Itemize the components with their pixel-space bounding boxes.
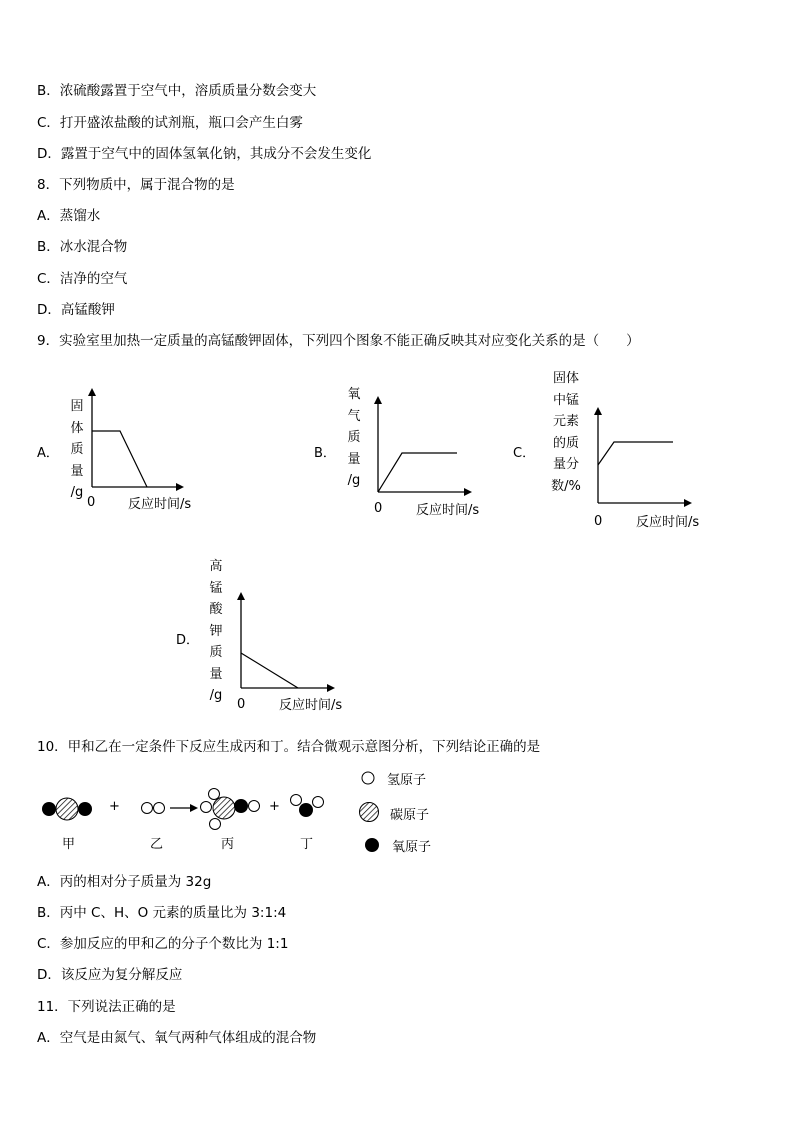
graph-b-xlabel: 反应时间/s <box>416 503 480 518</box>
legend-carbon-icon <box>360 803 379 822</box>
label-ding: 丁 <box>300 837 314 852</box>
legend-hydrogen-icon <box>362 772 374 784</box>
question-8-option-d: D．高锰酸钾 <box>37 302 115 318</box>
question-10: 10．甲和乙在一定条件下反应生成丙和丁。结合微观示意图分析，下列结论正确的是 <box>37 739 541 755</box>
graph-d-origin: 0 <box>237 697 246 712</box>
graph-d-ylabel: 高 锰 酸 钾 质 量 /g <box>209 559 223 703</box>
graph-b-origin: 0 <box>374 501 383 516</box>
question-8: 8．下列物质中，属于混合物的是 <box>37 177 235 193</box>
graph-c-origin: 0 <box>594 514 603 529</box>
question-10-option-d: D．该反应为复分解反应 <box>37 967 183 983</box>
graph-a-label: A． <box>37 446 59 461</box>
graph-c-ylabel: 固体 中锰 元素 的质 量分 数/% <box>551 371 581 494</box>
plus-sign-2: + <box>269 799 280 814</box>
legend-oxygen-icon <box>365 838 379 852</box>
question-10-option-b: B．丙中 C、H、O 元素的质量比为 3:1:4 <box>37 905 287 921</box>
legend-carbon-label: 碳原子 <box>390 808 430 823</box>
molecule-ding <box>291 795 324 818</box>
question-9: 9．实验室里加热一定质量的高锰酸钾固体，下列四个图象不能正确反映其对应变化关系的是（ ） <box>37 333 640 349</box>
label-jia: 甲 <box>62 837 76 852</box>
option-d-line: D．露置于空气中的固体氢氧化钠，其成分不会发生变化 <box>37 146 372 162</box>
option-c-line: C．打开盛浓盐酸的试剂瓶，瓶口会产生白雾 <box>37 115 303 131</box>
question-11-option-a: A．空气是由氮气、氧气两种气体组成的混合物 <box>37 1030 317 1046</box>
graph-c-label: C． <box>513 446 536 461</box>
molecule-bing <box>201 789 260 830</box>
molecule-yi <box>142 803 165 814</box>
question-8-option-c: C．洁净的空气 <box>37 271 128 287</box>
legend-hydrogen-label: 氢原子 <box>387 773 427 788</box>
legend-oxygen-label: 氧原子 <box>392 840 432 855</box>
molecule-jia <box>42 798 92 820</box>
graph-b-ylabel: 氧 气 质 量 /g <box>347 387 361 488</box>
graph-d-label: D． <box>176 633 200 648</box>
option-b-line: B．浓硫酸露置于空气中，溶质质量分数会变大 <box>37 83 317 99</box>
label-bing: 丙 <box>221 837 235 852</box>
question-10-option-c: C．参加反应的甲和乙的分子个数比为 1:1 <box>37 936 289 952</box>
question-10-option-a: A．丙的相对分子质量为 32g <box>37 874 212 890</box>
question-11: 11．下列说法正确的是 <box>37 999 176 1015</box>
plus-sign-1: + <box>109 799 120 814</box>
graph-c-xlabel: 反应时间/s <box>636 515 700 530</box>
graph-b-label: B． <box>314 446 336 461</box>
graph-a-ylabel: 固 体 质 量 /g <box>70 399 84 500</box>
graph-a-xlabel: 反应时间/s <box>128 497 192 512</box>
graph-d-xlabel: 反应时间/s <box>279 698 343 713</box>
label-yi: 乙 <box>150 837 164 852</box>
question-8-option-b: B．冰水混合物 <box>37 239 128 255</box>
graph-a-origin: 0 <box>87 495 96 510</box>
question-8-option-a: A．蒸馏水 <box>37 208 101 224</box>
